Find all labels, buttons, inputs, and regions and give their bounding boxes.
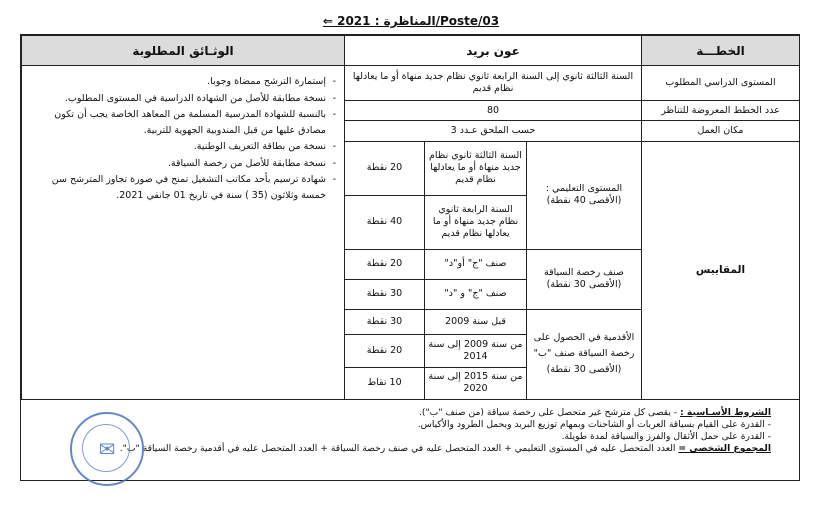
post-header: عون بريد	[345, 36, 642, 66]
documents-cell	[22, 66, 345, 400]
criteria-desc: من سنة 2015 إلى سنة 2020	[425, 367, 527, 400]
count-label: عدد الخطط المعروضة للتناظر	[642, 100, 800, 120]
criteria-desc: من سنة 2009 إلى سنة 2014	[425, 335, 527, 367]
place-label: مكان العمل	[642, 121, 800, 141]
criteria-points: 30 نقطة	[345, 309, 425, 334]
criteria-desc: صنف "ج" و "د"	[425, 279, 527, 309]
level-label: المستوى الدراسي المطلوب	[642, 66, 800, 101]
documents-list	[28, 74, 336, 203]
count-value: 80	[345, 100, 642, 120]
criteria-points: 30 نقطة	[345, 279, 425, 309]
page-title: ⇐ المناظرة : 2021/Poste/03	[322, 14, 500, 28]
plan-header: الخطـــة	[642, 36, 800, 66]
criteria-desc: السنة الرابعة ثانوي نظام جديد منهاة أو ما يعادلها نظام قديم	[425, 195, 527, 249]
doc-item: - بالنسبة للشهادة المدرسية المسلمة من المعاهد الخاصة يجب أن تكون مصادق عليها من قبل المندوبية الجهوية للتربية.	[28, 107, 326, 138]
basic-condition-line: - يقصى كل مترشح غير متحصل على رخصة سياقة (من صنف "ب").	[418, 407, 678, 418]
criteria-points: 20 نقطة	[345, 249, 425, 279]
level-value: السنة الثالثة ثانوي إلى السنة الرابعة ثانوي نظام جديد منهاة أو ما يعادلها نظام قديم	[345, 66, 642, 101]
doc-item: - نسخة من بطاقة التعريف الوطنية.	[28, 139, 326, 155]
basic-conditions-label: الشروط الأسـاسية :	[680, 407, 771, 418]
criteria-points: 10 نقاط	[345, 367, 425, 400]
total-label: المجموع الشخصي =	[678, 443, 771, 454]
stamp-emblem-icon: ✉	[98, 437, 116, 461]
criteria-points: 20 نقطة	[345, 335, 425, 367]
place-value: حسب الملحق عـدد 3	[345, 121, 642, 141]
doc-item: - إستمارة الترشح ممضاة وجوبا.	[28, 74, 326, 90]
office-stamp	[70, 412, 144, 486]
criteria-group-name: الأقدمية في الحصول على رخصة السياقة صنف "ب" (الأقصى 30 نقطة)	[527, 309, 642, 399]
criteria-desc: صنف "ج" أو"د"	[425, 249, 527, 279]
doc-item: - نسخة مطابقة للأصل من رخصة السياقة.	[28, 156, 326, 172]
requirements-table	[21, 35, 800, 400]
docs-header: الوثـائق المطلوبة	[22, 36, 345, 66]
total-text: العدد المتحصل عليه في المستوى التعليمي + العدد المتحصل عليه في صنف رخصة السياقة + العدد المتحصل عليه في أقدمية رخصة السياقة "ب".	[119, 443, 676, 454]
criteria-desc: السنة الثالثة ثانوي نظام جديد منهاة أو ما يعادلها نظام قديم	[425, 141, 527, 195]
basic-condition-line: - القدرة على القيام بسياقة العربات أو الشاحنات وبمهام توزيع البريد وبحمل الطرود والأكياس.	[417, 419, 771, 430]
basic-condition-line: - القدرة على حمل الأثقال والفرز والسياقة لمدة طويلة.	[561, 431, 771, 442]
doc-item: - نسخة مطابقة للأصل من الشهادة الدراسية في المستوى المطلوب.	[28, 91, 326, 107]
criteria-label: المقاييس	[642, 141, 800, 399]
criteria-desc: قبل سنة 2009	[425, 309, 527, 334]
criteria-group-name: المستوى التعليمي : (الأقصى 40 نقطة)	[527, 141, 642, 249]
doc-item: - شهادة ترسيم بأحد مكاتب التشغيل تمنح في صورة تجاوز المترشح سن خمسة وثلاثون (35 ) سنة في تاريخ 01 جانفي 2021.	[28, 172, 326, 203]
criteria-group-name: صنف رخصة السياقة (الأقصى 30 نقطة)	[527, 249, 642, 309]
criteria-points: 20 نقطة	[345, 141, 425, 195]
criteria-points: 40 نقطة	[345, 195, 425, 249]
